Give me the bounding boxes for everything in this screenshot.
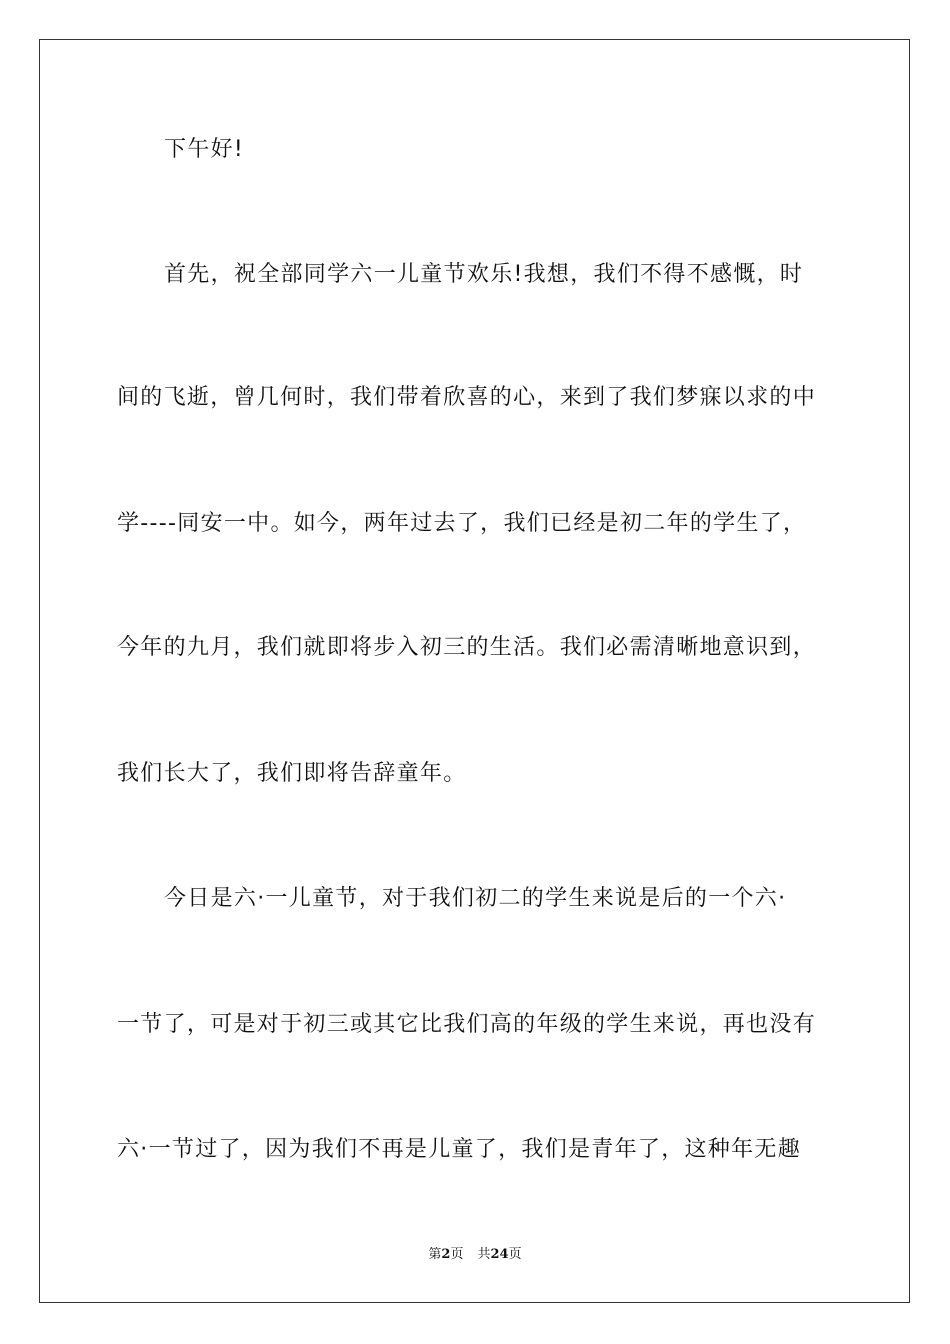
- text-line: 学----同安一中。如今，两年过去了，我们已经是初二年的学生了，: [117, 511, 807, 536]
- page-suffix: 页: [450, 1247, 464, 1262]
- text-line-paragraph-2-start: 今日是六·一儿童节，对于我们初二的学生来说是后的一个六·: [164, 886, 787, 911]
- text-line: 一节了，可是对于初三或其它比我们高的年级的学生来说，再也没有: [117, 1012, 817, 1037]
- text-line: 间的飞逝，曾几何时，我们带着欣喜的心，来到了我们梦寐以求的中: [117, 385, 817, 410]
- text-line: 我们长大了，我们即将告辞童年。: [117, 761, 467, 786]
- text-line-greeting: 下午好!: [164, 137, 245, 162]
- total-suffix: 页: [508, 1247, 522, 1262]
- total-pages: 24: [490, 1247, 509, 1262]
- text-line-paragraph-1-start: 首先，祝全部同学六一儿童节欢乐!我想，我们不得不感慨，时: [164, 262, 804, 287]
- text-line: 今年的九月，我们就即将步入初三的生活。我们必需清晰地意识到，: [117, 635, 817, 660]
- total-prefix: 共: [477, 1247, 491, 1262]
- page-number: 2: [441, 1247, 451, 1262]
- page-prefix: 第: [428, 1247, 442, 1262]
- page-footer: [0, 1246, 950, 1264]
- text-line: 六·一节过了，因为我们不再是儿童了，我们是青年了，这种年无趣: [117, 1137, 801, 1162]
- page-border: [39, 39, 910, 1303]
